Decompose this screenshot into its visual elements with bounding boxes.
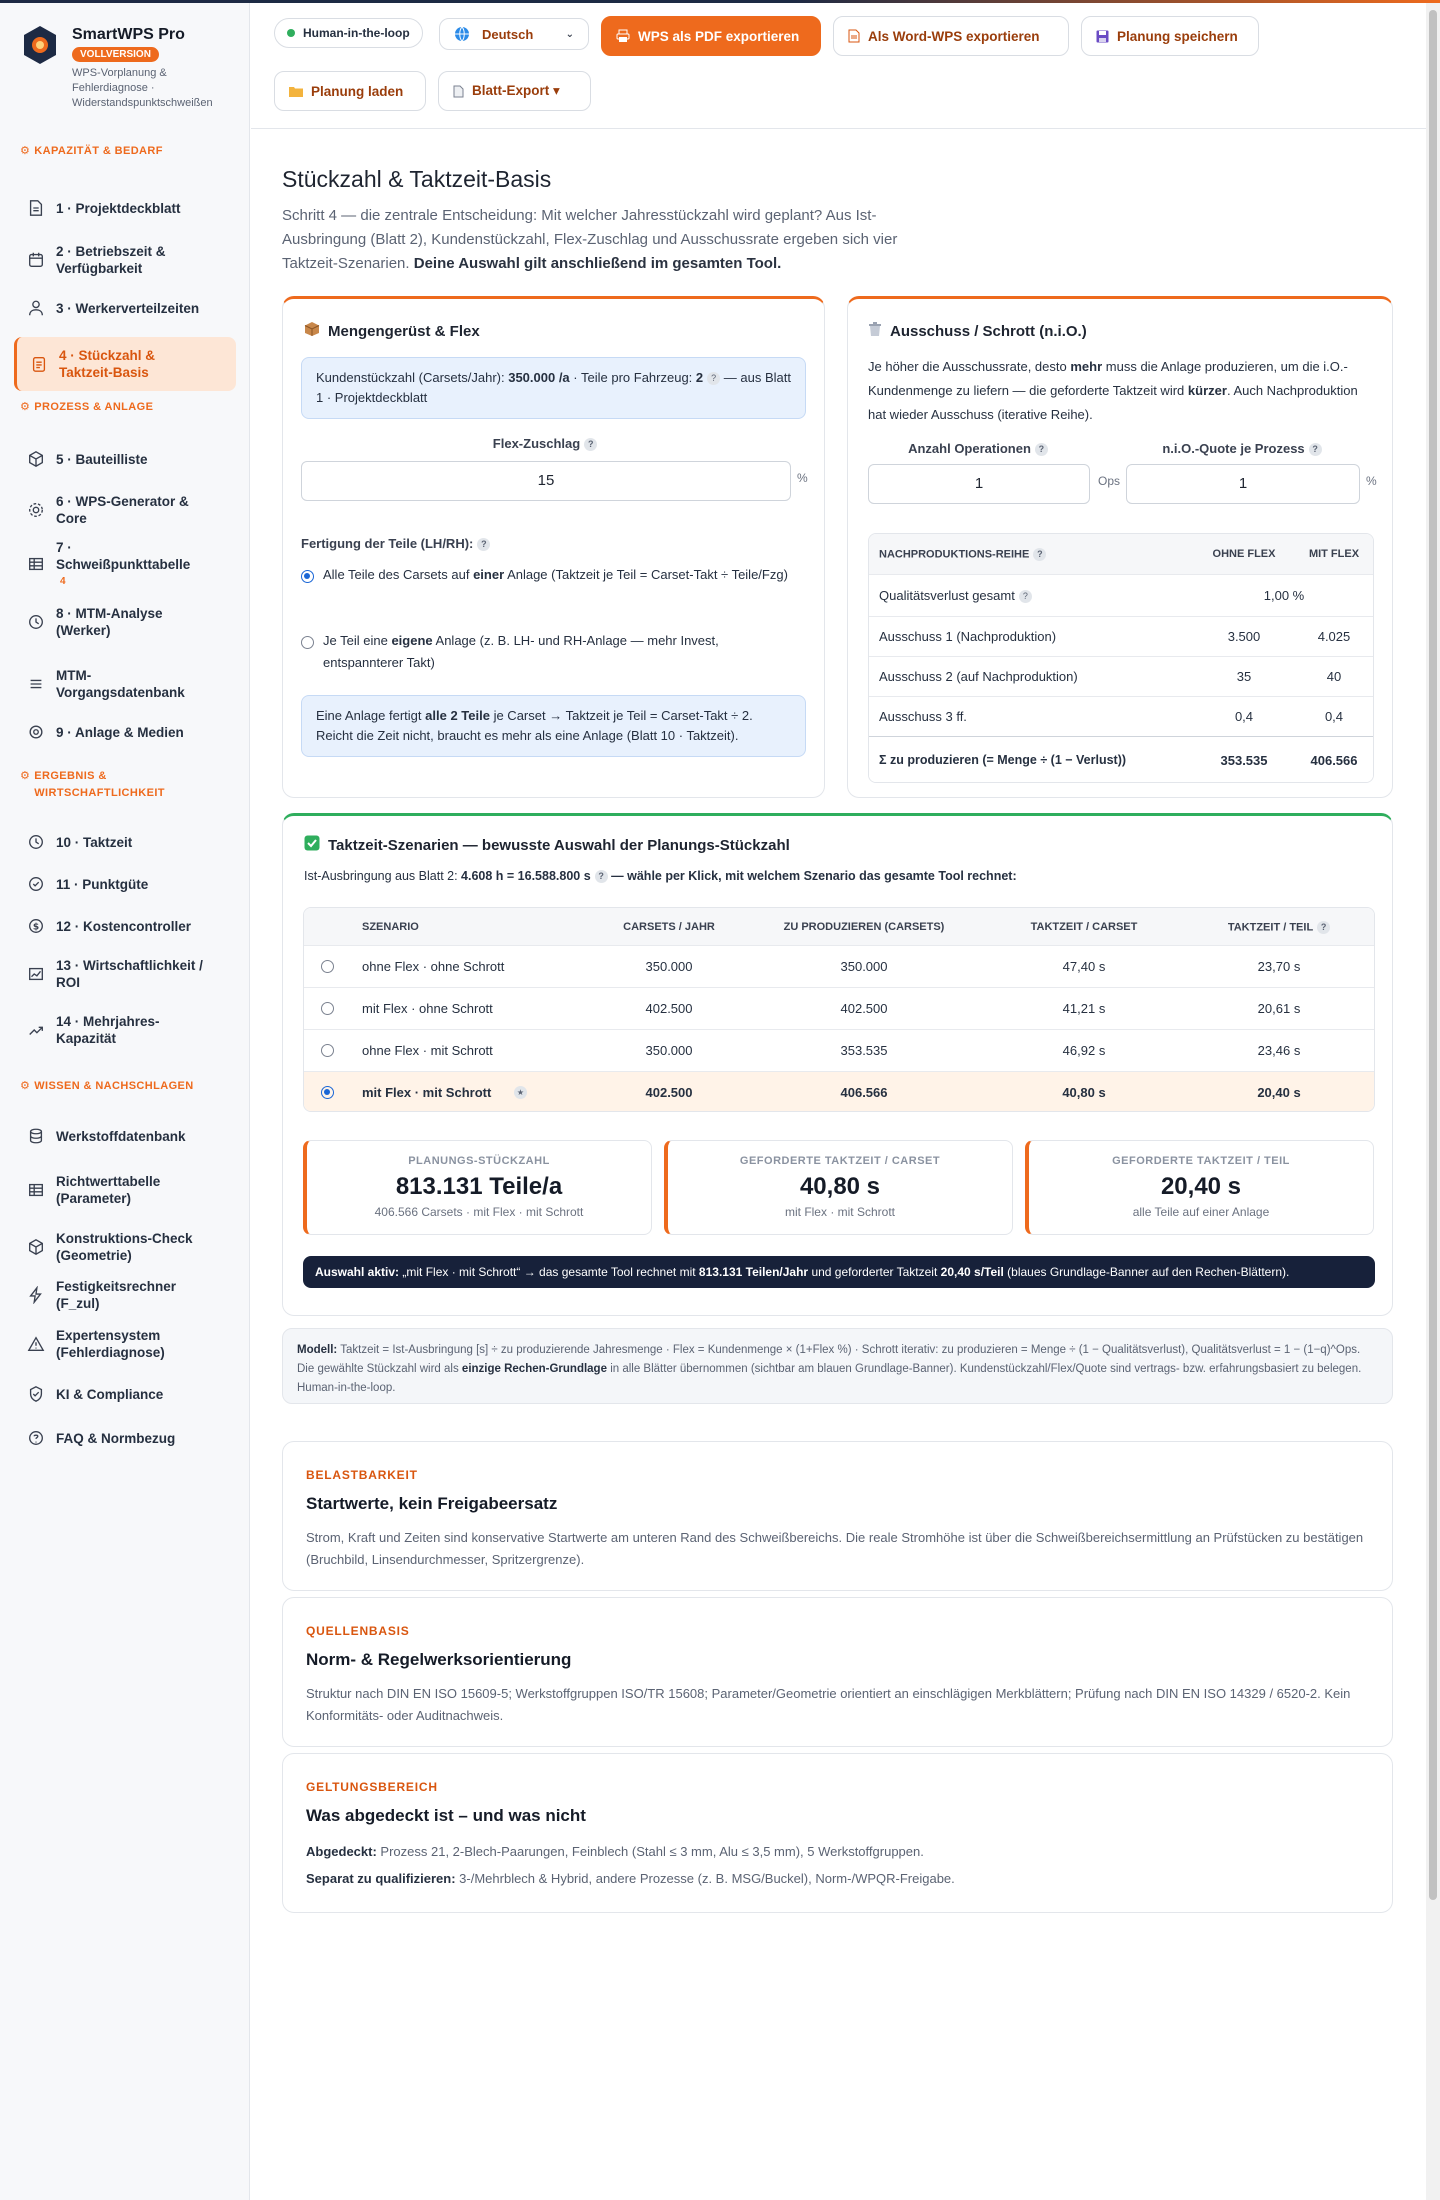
table-header: TAKTZEIT / CARSET bbox=[1030, 921, 1138, 933]
sidebar-item-9[interactable] bbox=[14, 662, 236, 706]
model-note: Modell: Taktzeit = Ist-Ausbringung [s] ÷ zu produzierende Jahresmenge · Flex = Kundenmenge × (1+Flex %) · Schrott iterativ: zu produzieren = Menge ÷ (1 − Qualitätsverlust), Qualitätsverlust = 1 − (1−q)^Ops. Die gewählte Stückzahl wird als einzige Rechen-Grundlage in alle Blätter übernommen (sichtbar am blauen Grundlage-Banner). Kundenstückzahl/Flex/Quote sind vertrags- bzw. erfahrungsbasiert zu belegen. Human-in-the-loop. bbox=[282, 1328, 1393, 1404]
szenario-row[interactable]: ohne Flex · ohne Schrott 350.000 350.000 47,40 s 23,70 s bbox=[304, 945, 1374, 987]
info-icon: ? bbox=[595, 870, 608, 883]
kpi-value: 20,40 s bbox=[1160, 1173, 1242, 1200]
table-header: MIT FLEX bbox=[1308, 548, 1360, 560]
szenario-row[interactable]: ohne Flex · mit Schrott 350.000 353.535 46,92 s 23,46 s bbox=[304, 1029, 1374, 1071]
sidebar-item-label: 12 · Kostencontroller bbox=[56, 918, 192, 934]
svg-text:$: $ bbox=[32, 922, 40, 933]
anlage-hinweis: Eine Anlage fertigt alle 2 Teile je Carset → Taktzeit je Teil = Carset-Takt ÷ 2. Reicht die Zeit nicht, braucht es mehr als eine Anlage (Blatt 10 · Taktzeit). bbox=[301, 695, 806, 757]
szenario-row[interactable]: mit Flex · mit Schrott 402.500 406.566 40,80 s 20,40 s ★ bbox=[304, 1071, 1374, 1112]
document-icon bbox=[848, 29, 860, 43]
sidebar-item-label: 9 · Anlage & Medien bbox=[56, 724, 184, 740]
sidebar-item-label: 4 · Stückzahl & Taktzeit-Basis bbox=[59, 348, 156, 380]
sidebar-item-label: Expertensystem (Fehlerdiagnose) bbox=[56, 1328, 165, 1360]
szenario-radio[interactable] bbox=[321, 960, 334, 973]
flex-unit: % bbox=[797, 471, 808, 485]
save-plan-button[interactable]: Planung speichern bbox=[1081, 16, 1259, 56]
folder-icon bbox=[289, 85, 303, 97]
sidebar-item-2[interactable] bbox=[14, 238, 236, 282]
card-eyebrow: BELASTBARKEIT bbox=[306, 1468, 418, 1482]
warning-icon bbox=[26, 1334, 46, 1354]
sidebar-item-21[interactable] bbox=[14, 1377, 236, 1411]
sidebar-item-15[interactable] bbox=[14, 1008, 236, 1052]
nav-section-prozess: ⚙ PROZESS & ANLAGE bbox=[20, 401, 154, 413]
sidebar-item-11[interactable] bbox=[14, 825, 236, 859]
szenario-radio[interactable] bbox=[321, 1002, 334, 1015]
table-row: Ausschuss 1 (Nachproduktion) 3.500 4.025 bbox=[869, 616, 1373, 656]
export-pdf-button[interactable]: WPS als PDF exportieren bbox=[601, 16, 821, 56]
sidebar-item-5[interactable] bbox=[14, 442, 236, 476]
item-count-badge: 4 bbox=[60, 575, 66, 587]
logo-icon bbox=[22, 25, 58, 65]
flex-input[interactable]: 15 bbox=[301, 461, 791, 501]
nav-section-kapazitaet: ⚙ KAPAZITÄT & BEDARF bbox=[20, 145, 163, 157]
person-icon bbox=[26, 298, 46, 318]
kpi-label: GEFORDERTE TAKTZEIT / TEIL bbox=[1112, 1155, 1290, 1167]
kpi-value: 40,80 s bbox=[799, 1173, 881, 1200]
option-eigene-anlage: Je Teil eine eigene Anlage (z. B. LH- und RH-Anlage — mehr Invest, entspannterer Takt) bbox=[323, 633, 719, 670]
card-title: Norm- & Regelwerksorientierung bbox=[306, 1650, 572, 1669]
check-box-icon bbox=[304, 835, 320, 855]
kpi-sub: mit Flex · mit Schrott bbox=[784, 1205, 895, 1219]
scrollbar-thumb[interactable] bbox=[1429, 10, 1437, 1900]
info-icon: ? bbox=[477, 538, 490, 551]
database-icon bbox=[26, 1126, 46, 1146]
globe-icon bbox=[454, 26, 470, 42]
sidebar-item-14[interactable] bbox=[14, 952, 236, 996]
page-title: Stückzahl & Taktzeit-Basis bbox=[282, 166, 552, 192]
kpi-tile bbox=[664, 1140, 1013, 1235]
table-header: ZU PRODUZIEREN (CARSETS) bbox=[783, 921, 945, 933]
document-icon bbox=[26, 198, 46, 218]
bolt-icon bbox=[26, 1285, 46, 1305]
calendar-icon bbox=[26, 250, 46, 270]
box-icon bbox=[304, 321, 320, 341]
szenarien-table bbox=[303, 907, 1375, 1112]
floppy-icon bbox=[1096, 30, 1109, 43]
cube-icon bbox=[26, 449, 46, 469]
card-title: Startwerte, kein Freigabeersatz bbox=[306, 1494, 558, 1513]
card-text: Separat zu qualifizieren: 3-/Mehrblech & Hybrid, andere Prozesse (z. B. MSG/Buckel), Norm-/WPQR-Freigabe. bbox=[306, 1871, 955, 1886]
gear-icon bbox=[26, 500, 46, 520]
status-dot-icon bbox=[287, 29, 295, 37]
human-in-the-loop-badge: Human-in-the-loop bbox=[274, 18, 423, 48]
card-text: Abgedeckt: Prozess 21, 2-Blech-Paarungen, Feinblech (Stahl ≤ 3 mm, Alu ≤ 3,5 mm), 5 Werkstoffgruppen. bbox=[306, 1844, 924, 1859]
kpi-tile bbox=[303, 1140, 652, 1235]
szenarien-title: Taktzeit-Szenarien — bewusste Auswahl der Planungs-Stückzahl bbox=[304, 835, 790, 855]
help-icon bbox=[26, 1428, 46, 1448]
kpi-tile bbox=[1025, 1140, 1374, 1235]
quote-unit: % bbox=[1366, 474, 1377, 488]
sidebar-item-label: Konstruktions-Check (Geometrie) bbox=[56, 1231, 193, 1263]
clipboard-icon bbox=[29, 354, 49, 374]
kpi-label: GEFORDERTE TAKTZEIT / CARSET bbox=[739, 1155, 941, 1167]
sidebar bbox=[0, 3, 250, 2200]
kpi-label: PLANUNGS-STÜCKZAHL bbox=[408, 1155, 550, 1167]
sidebar-item-8[interactable] bbox=[14, 600, 236, 644]
kpi-sub: 406.566 Carsets · mit Flex · mit Schrott bbox=[374, 1205, 584, 1219]
sidebar-item-7[interactable] bbox=[14, 539, 236, 587]
szenario-row[interactable]: mit Flex · ohne Schrott 402.500 402.500 41,21 s 20,61 s bbox=[304, 987, 1374, 1029]
sidebar-item-label: 5 · Bauteilliste bbox=[56, 451, 148, 467]
table-icon bbox=[26, 554, 46, 574]
option-eine-anlage: Alle Teile des Carsets auf einer Anlage (Taktzeit je Teil = Carset-Takt ÷ Teile/Fzg) bbox=[323, 567, 788, 582]
ops-unit: Ops bbox=[1098, 474, 1121, 488]
kpi-value: 813.131 Teile/a bbox=[395, 1173, 563, 1200]
sidebar-item-label: Festigkeitsrechner (F_zul) bbox=[56, 1279, 177, 1311]
card-eyebrow: QUELLENBASIS bbox=[306, 1624, 410, 1638]
quellenbasis-card bbox=[282, 1597, 1393, 1747]
card-title: Was abgedeckt ist – und was nicht bbox=[306, 1806, 586, 1825]
nav-section-wissen: ⚙ WISSEN & NACHSCHLAGEN bbox=[20, 1080, 194, 1092]
info-icon: ? bbox=[1035, 443, 1048, 456]
list-icon bbox=[26, 674, 46, 694]
ist-ausbringung: Ist-Ausbringung aus Blatt 2: 4.608 h = 16.588.800 s ? — wähle per Klick, mit welchem Szenario das gesamte Tool rechnet: bbox=[304, 869, 1017, 883]
ausschuss-description: Je höher die Ausschussrate, desto mehr muss die Anlage produzieren, um die i.O.-Kundenmenge zu liefern — die geforderte Taktzeit wird kürzer. Auch Nachproduktion hat wieder Ausschuss (iterative Reihe). bbox=[868, 359, 1358, 422]
sidebar-item-19[interactable] bbox=[14, 1278, 236, 1312]
sidebar-item-10[interactable] bbox=[14, 715, 236, 749]
brand-title: SmartWPS Pro bbox=[72, 26, 185, 43]
chart-icon bbox=[26, 964, 46, 984]
sidebar-item-label: FAQ & Normbezug bbox=[56, 1430, 176, 1446]
sidebar-item-3[interactable] bbox=[14, 291, 236, 325]
ops-label: Anzahl Operationen ? bbox=[868, 441, 1088, 456]
sidebar-item-16[interactable] bbox=[14, 1119, 236, 1153]
sidebar-item-label: 2 · Betriebszeit & Verfügbarkeit bbox=[56, 244, 166, 276]
sum-row: Σ zu produzieren (= Menge ÷ (1 − Verlust)) 353.535 406.566 bbox=[869, 736, 1373, 783]
trash-icon bbox=[868, 321, 882, 341]
page-intro: Schritt 4 — die zentrale Entscheidung: Mit welcher Jahresstückzahl wird geplant? Aus Ist-Ausbringung (Blatt 2), Kundenstückzahl, Flex-Zuschlag und Ausschussrate ergeben sich vier Taktzeit-Szenarien. Deine Auswahl gilt anschließend im gesamten Tool. bbox=[282, 207, 898, 272]
sidebar-item-17[interactable] bbox=[14, 1168, 236, 1212]
table-header: NACHPRODUKTIONS-REIHE ? bbox=[879, 548, 1046, 561]
nachproduktion-table bbox=[868, 533, 1374, 783]
sidebar-item-label: 6 · WPS-Generator & Core bbox=[56, 494, 189, 526]
table-header: CARSETS / JAHR bbox=[623, 921, 715, 933]
star-icon: ★ bbox=[514, 1086, 527, 1099]
quote-input[interactable]: 1 bbox=[1126, 464, 1360, 504]
fertigung-label: Fertigung der Teile (LH/RH): ? bbox=[301, 536, 490, 551]
info-icon: ? bbox=[1033, 548, 1046, 561]
kpi-sub: alle Teile auf einer Anlage bbox=[1132, 1205, 1270, 1219]
szenario-radio[interactable] bbox=[321, 1044, 334, 1057]
table-row: Ausschuss 2 (auf Nachproduktion) 35 40 bbox=[869, 656, 1373, 696]
mengengeruest-title: Mengengerüst & Flex bbox=[304, 321, 480, 341]
table-row: Qualitätsverlust gesamt ? 1,00 % bbox=[869, 574, 1373, 616]
sidebar-item-label: 13 · Wirtschaftlichkeit / ROI bbox=[56, 958, 203, 990]
table-header: SZENARIO bbox=[362, 921, 419, 933]
flex-label: Flex-Zuschlag ? bbox=[301, 436, 789, 451]
mengengeruest-card bbox=[282, 296, 825, 798]
sidebar-item-label: 1 · Projektdeckblatt bbox=[56, 200, 181, 216]
chevron-down-icon: ⌄ bbox=[565, 28, 574, 40]
sidebar-item-12[interactable] bbox=[14, 867, 236, 901]
table-header: TAKTZEIT / TEIL ? bbox=[1184, 921, 1374, 934]
table-row: Ausschuss 3 ff. 0,4 0,4 bbox=[869, 696, 1373, 736]
sidebar-item-label: 10 · Taktzeit bbox=[56, 834, 133, 850]
trend-icon bbox=[26, 1020, 46, 1040]
page-icon bbox=[453, 85, 464, 98]
brand bbox=[0, 3, 249, 131]
info-icon: ? bbox=[1309, 443, 1322, 456]
info-icon: ? bbox=[1019, 590, 1032, 603]
sidebar-item-13[interactable] bbox=[14, 909, 236, 943]
load-plan-button[interactable]: Planung laden bbox=[274, 71, 426, 111]
sidebar-item-label: 3 · Werkerverteilzeiten bbox=[56, 300, 200, 316]
toolbar bbox=[251, 3, 1426, 129]
sidebar-item-4[interactable] bbox=[14, 337, 236, 391]
nav-section-ergebnis: ⚙ ERGEBNIS & WIRTSCHAFTLICHKEIT bbox=[20, 770, 165, 799]
geltungsbereich-card bbox=[282, 1753, 1393, 1913]
radio-eine-anlage[interactable] bbox=[301, 570, 314, 583]
sidebar-item-22[interactable] bbox=[14, 1421, 236, 1455]
radio-eigene-anlage[interactable] bbox=[301, 636, 314, 649]
ausschuss-card bbox=[847, 296, 1393, 798]
card-text: Strom, Kraft und Zeiten sind konservative Startwerte am unteren Rand des Schweißbereichs. Die reale Stromhöhe ist über die Schweißbereichsermittlung an Prüfstücken zu bestätigen (Bruchbild, Linsendurchmesser, Spritzergrenze). bbox=[306, 1530, 1364, 1567]
sidebar-item-label: MTM-Vorgangsdatenbank bbox=[56, 668, 185, 700]
dollar-icon bbox=[26, 916, 46, 936]
quote-label: n.i.O.-Quote je Prozess ? bbox=[1126, 441, 1358, 456]
ops-input[interactable]: 1 bbox=[868, 464, 1090, 504]
sidebar-item-18[interactable] bbox=[14, 1225, 236, 1269]
taktzeit-szenarien-card bbox=[282, 813, 1393, 1316]
settings-icon bbox=[26, 722, 46, 742]
clock-icon bbox=[26, 832, 46, 852]
sidebar-item-1[interactable] bbox=[14, 191, 236, 225]
sidebar-item-label: 8 · MTM-Analyse (Werker) bbox=[56, 606, 163, 638]
brand-subtitle: WPS-Vorplanung & Fehlerdiagnose · Widerstandspunktschweißen bbox=[72, 67, 213, 109]
version-badge: VOLLVERSION bbox=[72, 47, 159, 62]
info-icon: ? bbox=[707, 372, 720, 385]
printer-icon bbox=[616, 29, 630, 43]
sidebar-item-label: 14 · Mehrjahres-Kapazität bbox=[56, 1014, 160, 1046]
sidebar-item-label: 7 · Schweißpunkttabelle bbox=[56, 539, 191, 572]
info-icon: ? bbox=[1317, 921, 1330, 934]
belastbarkeit-card bbox=[282, 1441, 1393, 1591]
language-select[interactable]: Deutsch ⌄ bbox=[439, 18, 589, 50]
check-circle-icon bbox=[26, 874, 46, 894]
shield-icon bbox=[26, 1384, 46, 1404]
active-selection-banner: Auswahl aktiv: „mit Flex · mit Schrott“ → das gesamte Tool rechnet mit 813.131 Teilen/Jahr und geforderter Taktzeit 20,40 s/Teil (blaues Grundlage-Banner auf den Rechen-Blättern). bbox=[303, 1256, 1375, 1288]
table-icon bbox=[26, 1180, 46, 1200]
card-text: Struktur nach DIN EN ISO 15609-5; Werkstoffgruppen ISO/TR 15608; Parameter/Geometrie orientiert an einschlägigen Merkblättern; Prüfung nach DIN EN ISO 14329 / 6520-2. Kein Konformitäts- oder Auditnachweis. bbox=[306, 1686, 1351, 1723]
sidebar-item-6[interactable] bbox=[14, 488, 236, 532]
cube-icon bbox=[26, 1237, 46, 1257]
sidebar-item-20[interactable] bbox=[14, 1322, 236, 1366]
clock-icon bbox=[26, 612, 46, 632]
szenario-radio[interactable] bbox=[321, 1086, 334, 1099]
sheet-export-button[interactable]: Blatt-Export ▾ bbox=[438, 71, 591, 111]
info-icon: ? bbox=[584, 438, 597, 451]
sidebar-item-label: Richtwerttabelle (Parameter) bbox=[56, 1174, 161, 1206]
table-header: OHNE FLEX bbox=[1212, 548, 1276, 560]
card-eyebrow: GELTUNGSBEREICH bbox=[306, 1780, 438, 1794]
kundenstueckzahl-info: Kundenstückzahl (Carsets/Jahr): 350.000 /a · Teile pro Fahrzeug: 2 ? — aus Blatt 1 · Projektdeckblatt bbox=[301, 357, 806, 419]
sidebar-item-label: 11 · Punktgüte bbox=[56, 876, 149, 892]
sidebar-item-label: KI & Compliance bbox=[56, 1386, 164, 1402]
ausschuss-title: Ausschuss / Schrott (n.i.O.) bbox=[868, 321, 1087, 341]
export-word-button[interactable]: Als Word-WPS exportieren bbox=[833, 16, 1069, 56]
sidebar-item-label: Werkstoffdatenbank bbox=[56, 1128, 186, 1144]
